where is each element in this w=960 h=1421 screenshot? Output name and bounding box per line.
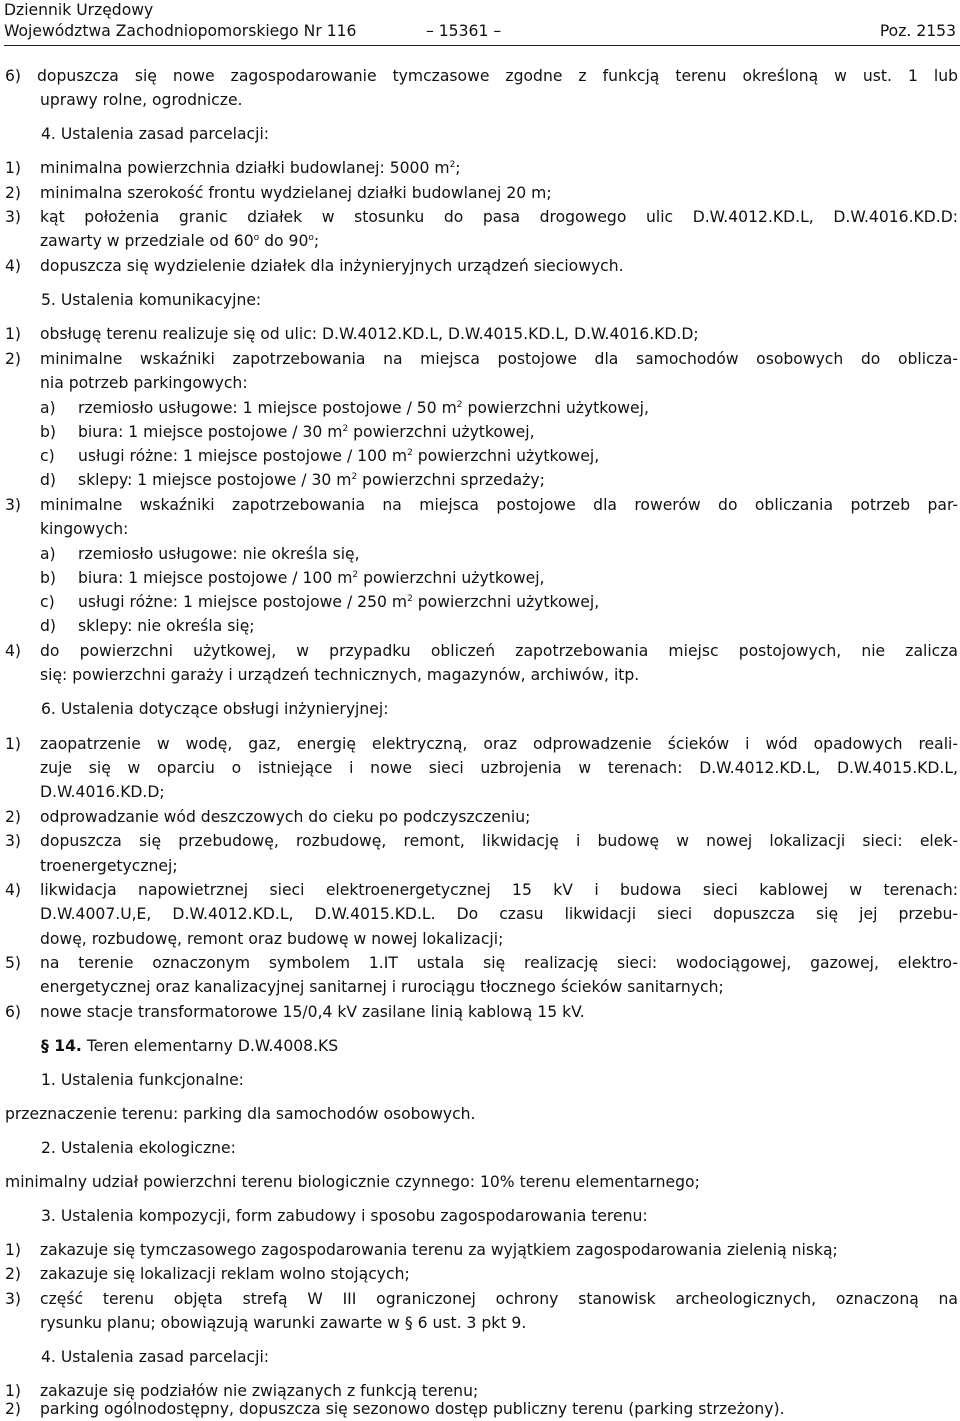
list-item: dopuszcza się wydzielenie działek dla inżynieryjnych urządzeń sieciowych. (40, 257, 624, 275)
list-marker: 4) (5, 642, 22, 660)
sub-item: sklepy: nie określa się; (78, 617, 255, 635)
sub-item: usługi różne: 1 miejsce postojowe / 100 $m^2$ powierzchni użytkowej, (78, 447, 600, 465)
list-item: zaopatrzenie w wodę, gaz, energię elektryczną, oraz odprowadzenie ścieków i wód opadowych reali- (40, 735, 958, 753)
list-item: minimalna szerokość frontu wydzielanej działki budowlanej 20 m; (40, 184, 552, 202)
sub-marker: b) (40, 569, 56, 587)
list-item-continuation: zuje się w oparciu o istniejące i nowe sieci uzbrojenia w terenach: D.W.4012.KD.L, D.W.4015.KD.L, (40, 759, 958, 777)
list-marker: 6) (5, 1003, 22, 1021)
list-item-continuation: energetycznej oraz kanalizacyjnej sanitarnej i rurociągu tłocznego ścieków sanitarnych; (40, 978, 724, 996)
sub-item: rzemiosło usługowe: 1 miejsce postojowe / 50 $m^2$ powierzchni użytkowej, (78, 399, 649, 417)
list-item: nowe stacje transformatorowe 15/0,4 kV zasilane linią kablową 15 kV. (40, 1003, 585, 1021)
list-marker: 5) (5, 954, 22, 972)
sub-marker: c) (40, 447, 55, 465)
list-item-continuation: troenergetycznej; (40, 857, 178, 875)
paragraph-heading: § 14. Teren elementarny D.W.4008.KS (41, 1037, 339, 1055)
sub-marker: c) (40, 593, 55, 611)
sub-item: biura: 1 miejsce postojowe / 30 $m^2$ powierzchni użytkowej, (78, 423, 535, 441)
paragraph-line: uprawy rolne, ogrodnicze. (40, 91, 243, 109)
list-marker: 4) (5, 257, 22, 275)
journal-region: Województwa Zachodniopomorskiego Nr 116 (4, 22, 357, 40)
list-item: część terenu objęta strefą W III ograniczonej ochrony stanowisk archeologicznych, oznaczoną na (40, 1290, 958, 1308)
sub-item: rzemiosło usługowe: nie określa się, (78, 545, 360, 563)
list-marker: 2) (5, 350, 22, 368)
list-item: likwidacja napowietrznej sieci elektroenergetycznej 15 kV i budowa sieci kablowej w terenach: (40, 881, 958, 899)
list-item: minimalne wskaźniki zapotrzebowania na miejsca postojowe dla rowerów do obliczania potrzeb par- (40, 496, 958, 514)
section-heading: 2. Ustalenia ekologiczne: (41, 1139, 236, 1157)
list-item: do powierzchni użytkowej, w przypadku obliczeń zapotrzebowania miejsc postojowych, nie zalicza (40, 642, 958, 660)
list-item: zakazuje się lokalizacji reklam wolno stojących; (40, 1265, 410, 1283)
list-marker: 1) (5, 1241, 22, 1259)
list-marker: 1) (5, 159, 22, 177)
section-heading: 4. Ustalenia zasad parcelacji: (41, 1348, 270, 1366)
list-item: parking ogólnodostępny, dopuszcza się sezonowo dostęp publiczny terenu (parking strzeżony). (40, 1400, 785, 1418)
list-item-continuation: dowę, rozbudowę, remont oraz budowę w nowej lokalizacji; (40, 930, 504, 948)
list-item: minimalne wskaźniki zapotrzebowania na miejsca postojowe dla samochodów osobowych do oblicza- (40, 350, 958, 368)
list-item-continuation: D.W.4007.U,E, D.W.4012.KD.L, D.W.4015.KD.L. Do czasu likwidacji sieci dopuszcza się jej przebu- (40, 905, 958, 923)
list-marker: 3) (5, 1290, 22, 1308)
list-item: dopuszcza się przebudowę, rozbudowę, remont, likwidację i budowę w nowej lokalizacji sieci: elek- (40, 832, 958, 850)
sub-marker: d) (40, 471, 56, 489)
paragraph-line: przeznaczenie terenu: parking dla samochodów osobowych. (5, 1105, 476, 1123)
paragraph-line: minimalny udział powierzchni terenu biologicznie czynnego: 10% terenu elementarnego; (5, 1173, 700, 1191)
list-marker: 2) (5, 184, 22, 202)
sub-item: sklepy: 1 miejsce postojowe / 30 $m^2$ powierzchni sprzedaży; (78, 471, 545, 489)
section-heading: 4. Ustalenia zasad parcelacji: (41, 125, 270, 143)
sub-marker: d) (40, 617, 56, 635)
page-number: – 15361 – (426, 22, 502, 40)
list-item-continuation: kingowych: (40, 520, 129, 538)
sub-marker: b) (40, 423, 56, 441)
header-divider (4, 45, 960, 46)
list-marker: 1) (5, 1382, 22, 1400)
list-marker: 1) (5, 325, 22, 343)
list-item-continuation: nia potrzeb parkingowych: (40, 374, 248, 392)
list-marker: 2) (5, 808, 22, 826)
list-item: obsługę terenu realizuje się od ulic: D.W.4012.KD.L, D.W.4015.KD.L, D.W.4016.KD.D; (40, 325, 699, 343)
list-marker: 1) (5, 735, 22, 753)
list-item: zakazuje się podziałów nie związanych z funkcją terenu; (40, 1382, 479, 1400)
list-item: minimalna powierzchnia działki budowlanej: 5000 $m^2$; (40, 159, 461, 177)
list-item-continuation: się: powierzchni garaży i urządzeń technicznych, magazynów, archiwów, itp. (40, 666, 640, 684)
paragraph-line: 6) dopuszcza się nowe zagospodarowanie tymczasowe zgodne z funkcją terenu określoną w ust. 1 lub (5, 67, 958, 85)
list-marker: 3) (5, 496, 22, 514)
list-item: na terenie oznaczonym symbolem 1.IT ustala się realizację sieci: wodociągowej, gazowej, elektro- (40, 954, 958, 972)
section-heading: 1. Ustalenia funkcjonalne: (41, 1071, 244, 1089)
sub-marker: a) (40, 399, 56, 417)
list-item-continuation: rysunku planu; obowiązują warunki zawarte w § 6 ust. 3 pkt 9. (40, 1314, 527, 1332)
section-heading: 5. Ustalenia komunikacyjne: (41, 291, 262, 309)
position-number: Poz. 2153 (879, 22, 956, 40)
sub-item: usługi różne: 1 miejsce postojowe / 250 $m^2$ powierzchni użytkowej, (78, 593, 600, 611)
list-item: zakazuje się tymczasowego zagospodarowania terenu za wyjątkiem zagospodarowania zielenią niską; (40, 1241, 838, 1259)
sub-item: biura: 1 miejsce postojowe / 100 $m^2$ powierzchni użytkowej, (78, 569, 545, 587)
section-heading: 3. Ustalenia kompozycji, form zabudowy i sposobu zagospodarowania terenu: (41, 1207, 648, 1225)
list-marker: 2) (5, 1265, 22, 1283)
list-marker: 2) (5, 1400, 22, 1418)
list-marker: 4) (5, 881, 22, 899)
list-item-continuation: D.W.4016.KD.D; (40, 783, 165, 801)
list-marker: 3) (5, 832, 22, 850)
list-item-continuation: zawarty w przedziale od 60$^o$ do 90$^o$; (40, 232, 320, 250)
running-header (4, 0, 956, 42)
list-marker: 3) (5, 208, 22, 226)
list-item: kąt położenia granic działek w stosunku do pasa drogowego ulic D.W.4012.KD.L, D.W.4016.KD.D: (40, 208, 958, 226)
journal-title: Dziennik Urzędowy (4, 1, 154, 19)
list-item: odprowadzanie wód deszczowych do cieku po podczyszczeniu; (40, 808, 531, 826)
sub-marker: a) (40, 545, 56, 563)
section-heading: 6. Ustalenia dotyczące obsługi inżynieryjnej: (41, 700, 389, 718)
